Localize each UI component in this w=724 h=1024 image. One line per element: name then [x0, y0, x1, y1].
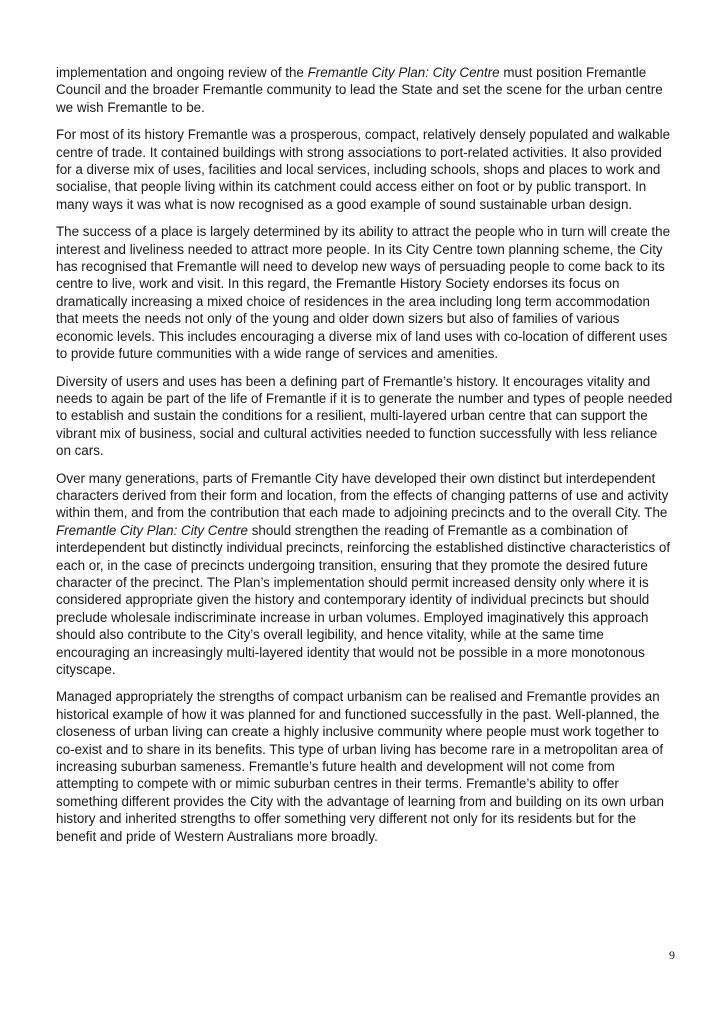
- page-number: 9: [669, 948, 675, 962]
- paragraph-text: Diversity of users and uses has been a defining part of Fremantle’s history. It encourages vitality and needs to again be part of the life of Fremantle if it is to generate the number and types of people needed to establish and sustain the conditions for a resilient, multi-layered urban centre that can support the vibrant mix of business, social and cultural activities needed to function successfully with less reliance on cars.: [56, 373, 673, 459]
- paragraph-text: Managed appropriately the strengths of compact urbanism can be realised and Fremantle provides an historical example of how it was planned for and functioned successfully in the past. Well-planned, the closeness of urban living can create a highly inclusive community where people must work together to co-exist and to share in its benefits. This type of urban living has become rare in a metropolitan area of increasing suburban sameness. Fremantle’s future health and development will not come from attempting to compete with or mimic suburban centres in their terms. Fremantle’s ability to offer something different provides the City with the advantage of learning from and building on its own urban history and inherited strengths to offer something very different not only for its residents but for the benefit and pride of Western Australians more broadly.: [56, 689, 664, 844]
- paragraph-1: [56, 64, 674, 116]
- paragraph-2: [56, 126, 674, 213]
- paragraph-text: must position Fremantle Council and the broader Fremantle community to lead the State and set the scene for the urban centre we wish Fremantle to be.: [56, 65, 663, 115]
- paragraph-5: [56, 470, 674, 679]
- paragraph-text: Over many generations, parts of Fremantle City have developed their own distinct but interdependent characters derived from their form and location, from the effects of changing patterns of use and activity within them, and from the contribution that each made to adjoining precincts and to the overall City. The: [56, 470, 669, 521]
- plan-title-italic: Fremantle City Plan: City Centre: [56, 522, 248, 538]
- document-body: [56, 64, 674, 855]
- paragraph-text: should strengthen the reading of Fremantle as a combination of interdependent but distinctly individual precincts, reinforcing the established distinctive characteristics of each or, in the case of precincts undergoing transition, ensuring that they promote the desired future character of the precinct. The Plan’s implementation should permit increased density only where it is considered appropriate given the history and contemporary identity of individual precincts but should preclude wholesale indiscriminate increase in urban volumes. Employed imaginatively this approach should also contribute to the City’s overall legibility, and hence vitality, while at the same time encouraging an increasingly multi-layered identity that would not be possible in a more monotonous cityscape.: [56, 522, 671, 677]
- paragraph-text: The success of a place is largely determined by its ability to attract the people who in turn will create the interest and liveliness needed to attract more people. In its City Centre town planning scheme, the City has recognised that Fremantle will need to develop new ways of persuading people to come back to its centre to live, work and visit. In this regard, the Fremantle History Society endorses its focus on dramatically increasing a mixed choice of residences in the area including long term accommodation that meets the needs not only of the young and older down sizers but also of families of various economic levels. This includes encouraging a diverse mix of land uses with co-location of different uses to provide future communities with a wide range of services and amenities.: [56, 224, 671, 362]
- paragraph-3: [56, 223, 674, 362]
- paragraph-text: For most of its history Fremantle was a prosperous, compact, relatively densely populated and walkable centre of trade. It contained buildings with strong associations to port-related activities. It also provided for a diverse mix of uses, facilities and local services, including schools, shops and places to work and socialise, that people living within its catchment could access either on foot or by public transport. In many ways it was what is now recognised as a good example of sound sustainable urban design.: [56, 127, 671, 212]
- paragraph-text: implementation and ongoing review of the: [56, 65, 308, 80]
- paragraph-4: [56, 373, 674, 460]
- paragraph-6: [56, 688, 674, 845]
- plan-title-italic: Fremantle City Plan: City Centre: [307, 65, 500, 80]
